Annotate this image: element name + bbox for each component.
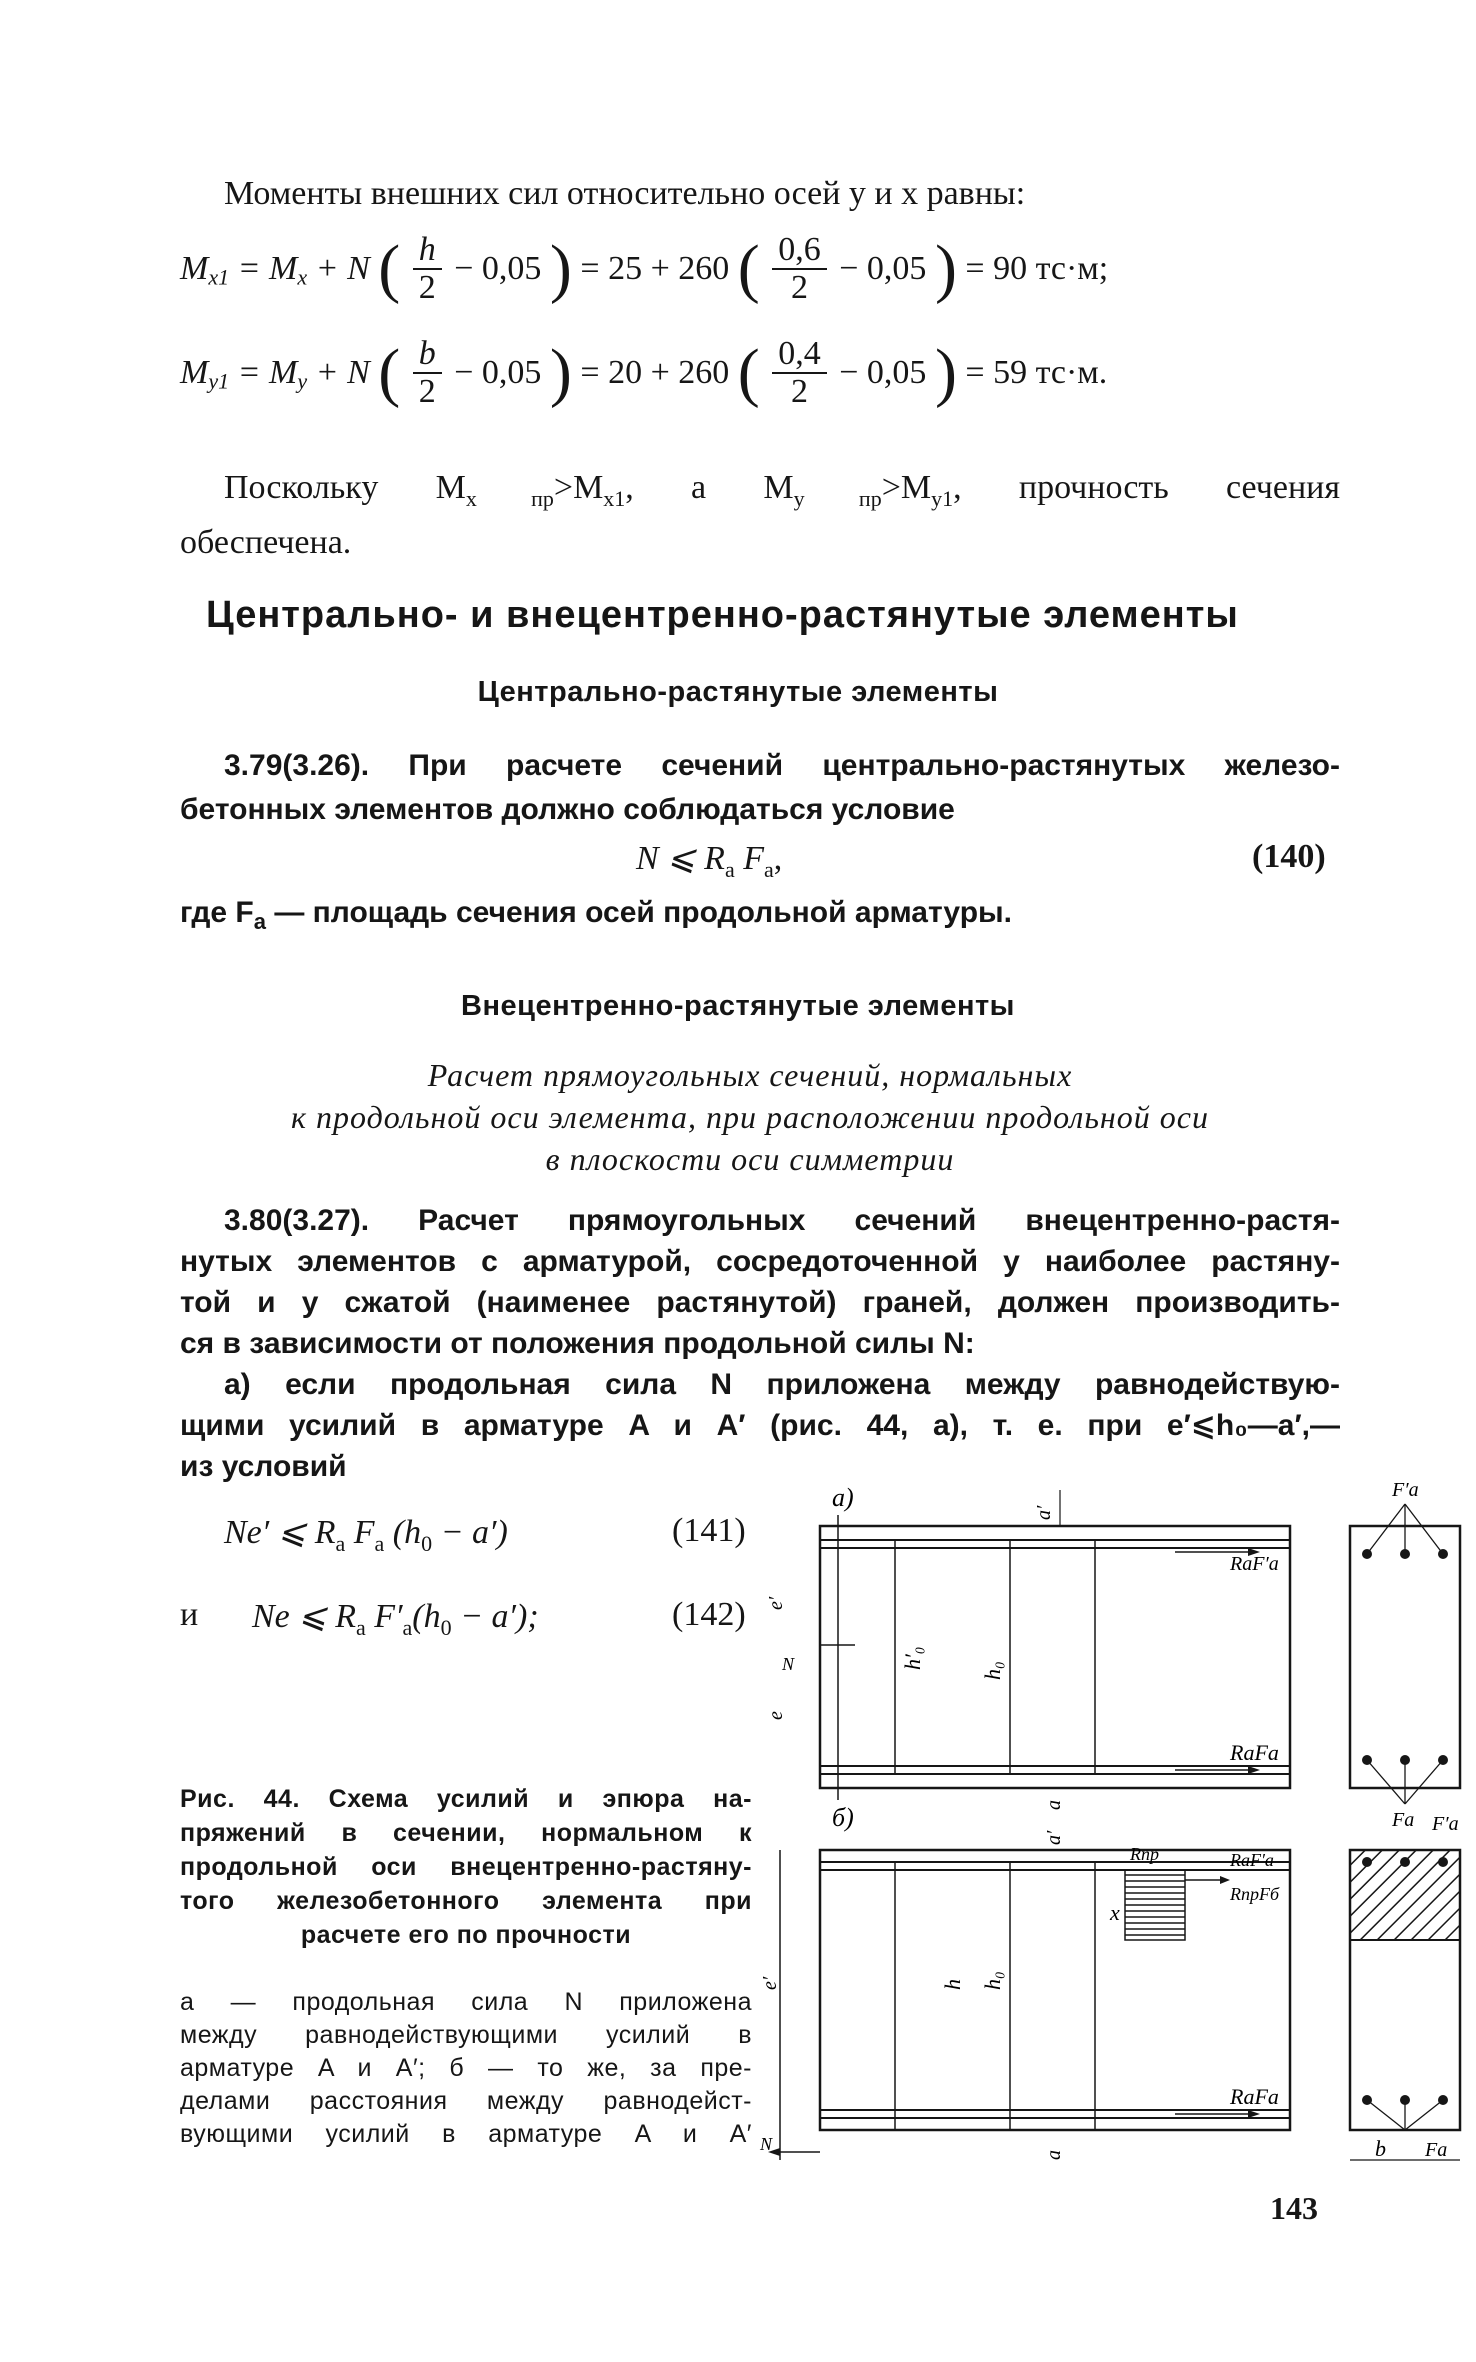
italic-heading-line-1: Расчет прямоугольных сечений, нормальных	[427, 1057, 1073, 1093]
eq2-t2: + N	[315, 354, 370, 391]
eq142-rest: (h	[412, 1598, 441, 1635]
label-h0-a: h₀	[980, 1661, 1005, 1680]
label-n-b: N	[760, 2134, 773, 2154]
equation-number-141: (141)	[672, 1512, 746, 1549]
legend-line: между равнодействующими усилий в	[180, 2021, 752, 2049]
paragraph-3-79	[180, 744, 1340, 832]
paragraph-3-80	[180, 1200, 1340, 1364]
label-x: x	[1110, 1900, 1120, 1925]
since-text: , а M	[625, 469, 794, 506]
eq2-lhs-sub: y1	[208, 368, 230, 394]
figure-legend	[180, 1986, 752, 2151]
since-line-2: обеспечена.	[180, 523, 352, 561]
eq140-sub: а	[724, 856, 735, 882]
fraction-den: 2	[418, 269, 436, 306]
label-a-prime-b: a′	[1043, 1830, 1065, 1845]
eq141-sub: а	[374, 1530, 385, 1556]
equation-mx1	[180, 232, 1108, 306]
legend-line: а — продольная сила N приложена	[180, 1988, 752, 2016]
fraction-num: b	[413, 336, 442, 374]
paren-open: (	[378, 336, 401, 409]
paren-close: )	[549, 232, 572, 305]
paren-close: )	[934, 232, 957, 305]
since-text: >M	[881, 469, 932, 506]
figure-44	[759, 1470, 1459, 2170]
since-line-1	[180, 466, 1340, 521]
equation-141	[224, 1512, 508, 1557]
intro-line: Моменты внешних сил относительно осей y и x равны:	[224, 175, 1026, 212]
item-a-line-2: щими усилий в арматуре A и A′ (рис. 44, а), т. е. при e′⩽h₀—a′,—	[180, 1409, 1340, 1442]
caption-line: расчете его по прочности	[300, 1921, 632, 1949]
fraction	[413, 232, 442, 306]
fraction-den: 2	[791, 269, 808, 306]
label-fa-prime-a: F′а	[1392, 1479, 1419, 1501]
fraction-den: 2	[791, 373, 808, 410]
italic-heading-line-3: в плоскости оси симметрии	[545, 1141, 955, 1177]
since-sub: x1	[603, 485, 626, 511]
item-a-line-1: а) если продольная сила N приложена между равнодействую-	[224, 1368, 1340, 1401]
label-rafa-prime-a: RаF′а	[1230, 1553, 1279, 1575]
eq1-t1-sub: x	[297, 264, 308, 290]
eq141-sub: а	[335, 1530, 346, 1556]
equation-number-142: (142)	[672, 1596, 746, 1633]
eq2-t5: − 0,05	[839, 354, 927, 391]
since-sub: y пр	[793, 485, 882, 511]
item-a	[180, 1364, 1340, 1487]
italic-heading-line-2: к продольной оси элемента, при расположении продольной оси	[291, 1099, 1209, 1135]
eq2-lhs: M	[180, 354, 209, 391]
where-line	[180, 896, 1012, 935]
p380-line-3: той и у сжатой (наименее растянутой) граней, должен производить-	[180, 1286, 1340, 1319]
label-a-b: a	[1043, 2150, 1065, 2160]
label-fa-prime-b: F′а	[1432, 1813, 1459, 1835]
label-rafa-a: RаFа	[1230, 1740, 1279, 1765]
where-sub: а	[253, 909, 266, 934]
label-b: b	[1375, 2136, 1386, 2161]
eq142-formula: Ne ⩽ R	[252, 1598, 357, 1635]
label-e-prime-a: e′	[765, 1596, 787, 1610]
eq1-lhs: M	[180, 250, 209, 287]
panel-a-element	[820, 1490, 1290, 1800]
eq1-t3: − 0,05	[454, 250, 542, 287]
section-b	[1350, 1850, 1460, 2160]
fraction-num: 0,6	[772, 232, 827, 270]
paren-open: (	[737, 232, 760, 305]
eq2-result: = 59 тс·м.	[965, 354, 1108, 391]
page-number: 143	[1270, 2190, 1318, 2226]
fraction-den: 2	[418, 373, 436, 410]
eq2-t1: = M	[237, 354, 298, 391]
eq2-t4: = 20 + 260	[580, 354, 730, 391]
caption-line: того железобетонного элемента при	[180, 1887, 752, 1915]
eq142-sub: 0	[440, 1614, 452, 1640]
p380-line-2: нутых элементов с арматурой, сосредоточенной у наиболее растяну-	[180, 1245, 1340, 1278]
eq140-formula: N ⩽ R	[636, 840, 725, 877]
eq142-sub: а	[356, 1614, 366, 1640]
equation-142-prefix: и	[180, 1596, 199, 1633]
caption-line: пряжений в сечении, нормальном к	[180, 1819, 752, 1847]
label-n-a: N	[782, 1654, 795, 1674]
eq1-t2: + N	[315, 250, 370, 287]
equation-142	[252, 1596, 539, 1641]
italic-heading	[150, 1054, 1350, 1180]
since-paragraph	[180, 466, 1340, 565]
equation-140	[636, 838, 782, 883]
eq2-t3: − 0,05	[454, 354, 542, 391]
eq1-t1: = M	[237, 250, 298, 287]
section-title: Центрально- и внецентренно-растянутые элементы	[206, 594, 1239, 636]
item-a-line-3: из условий	[180, 1450, 347, 1483]
since-sub: y1	[931, 485, 954, 511]
eq142-end: − a′);	[451, 1598, 539, 1635]
eq141-rest: (h	[384, 1514, 422, 1551]
paren-open: (	[737, 336, 760, 409]
eq140-f: F	[734, 840, 764, 877]
label-e-a: e	[765, 1711, 787, 1720]
label-a-a: a	[1043, 1800, 1065, 1810]
where-start: где F	[180, 896, 254, 929]
fraction-num: 0,4	[772, 336, 827, 374]
panel-a-label: а)	[832, 1483, 854, 1512]
eq142-sub: а	[402, 1614, 413, 1640]
eq1-lhs-sub: x1	[208, 264, 230, 290]
label-rnp: Rпр	[1130, 1844, 1159, 1864]
panel-b-label: б)	[832, 1803, 854, 1832]
p379-line-1: 3.79(3.26). При расчете сечений центрально-растянутых железо-	[224, 749, 1340, 782]
label-h0-prime: h′₀	[900, 1646, 925, 1670]
panel-b-element	[768, 1850, 1290, 2160]
legend-line: делами расстояния между равнодейст-	[180, 2087, 752, 2115]
label-fa-b: Fа	[1425, 2139, 1448, 2161]
since-text: , прочность сечения	[953, 469, 1341, 506]
since-text: >M	[553, 469, 604, 506]
fraction	[413, 336, 442, 410]
eq141-end: − a′)	[432, 1514, 508, 1551]
p380-line-1: 3.80(3.27). Расчет прямоугольных сечений внецентренно-растя-	[224, 1204, 1340, 1237]
caption-line: продольной оси внецентренно-растяну-	[180, 1853, 752, 1881]
label-h0-b: h₀	[980, 1971, 1005, 1990]
caption-line: Рис. 44. Схема усилий и эпюра на-	[180, 1785, 752, 1813]
legend-line: арматуре A и A′; б — то же, за пре-	[180, 2054, 752, 2082]
eq142-f: F′	[365, 1598, 403, 1635]
paren-close: )	[549, 336, 572, 409]
fraction	[772, 232, 827, 306]
fraction	[772, 336, 827, 410]
label-rnpfb: RпрFб	[1230, 1884, 1280, 1904]
label-rafa-b: RаFа	[1230, 2084, 1279, 2109]
eq1-t5: − 0,05	[839, 250, 927, 287]
label-fa-a: Fа	[1392, 1809, 1415, 1831]
eq2-t1-sub: y	[297, 368, 308, 394]
label-rafa-prime-b: RаF′а	[1230, 1850, 1274, 1870]
legend-line: вующими усилий в арматуре A и A′	[180, 2120, 752, 2148]
eq141-sub: 0	[421, 1530, 433, 1556]
section-a	[1350, 1504, 1460, 1804]
where-rest: — площадь сечения осей продольной арматуры.	[266, 896, 1012, 929]
since-text: Поскольку M	[224, 469, 466, 506]
eq1-t4: = 25 + 260	[580, 250, 730, 287]
equation-number-140: (140)	[1252, 838, 1326, 875]
equation-my1	[180, 336, 1107, 410]
subsection-title-eccentric: Внецентренно-растянутые элементы	[461, 990, 1015, 1022]
label-a-prime: a′	[1033, 1505, 1055, 1520]
eq140-end: ,	[773, 840, 783, 877]
paren-close: )	[934, 336, 957, 409]
label-e-prime-b: e′	[759, 1976, 781, 1990]
eq141-formula: Ne′ ⩽ R	[224, 1514, 336, 1551]
paren-open: (	[378, 232, 401, 305]
eq1-result: = 90 тс·м;	[965, 250, 1109, 287]
figure-caption	[180, 1782, 752, 1952]
fraction-num: h	[413, 232, 442, 270]
subsection-title-central: Центрально-растянутые элементы	[477, 676, 999, 708]
since-sub: x пр	[465, 485, 554, 511]
p379-line-2: бетонных элементов должно соблюдаться условие	[180, 793, 955, 826]
eq141-f: F	[345, 1514, 375, 1551]
label-h: h	[940, 1979, 965, 1990]
eq140-sub: а	[763, 856, 774, 882]
p380-line-4: ся в зависимости от положения продольной силы N:	[180, 1327, 975, 1360]
